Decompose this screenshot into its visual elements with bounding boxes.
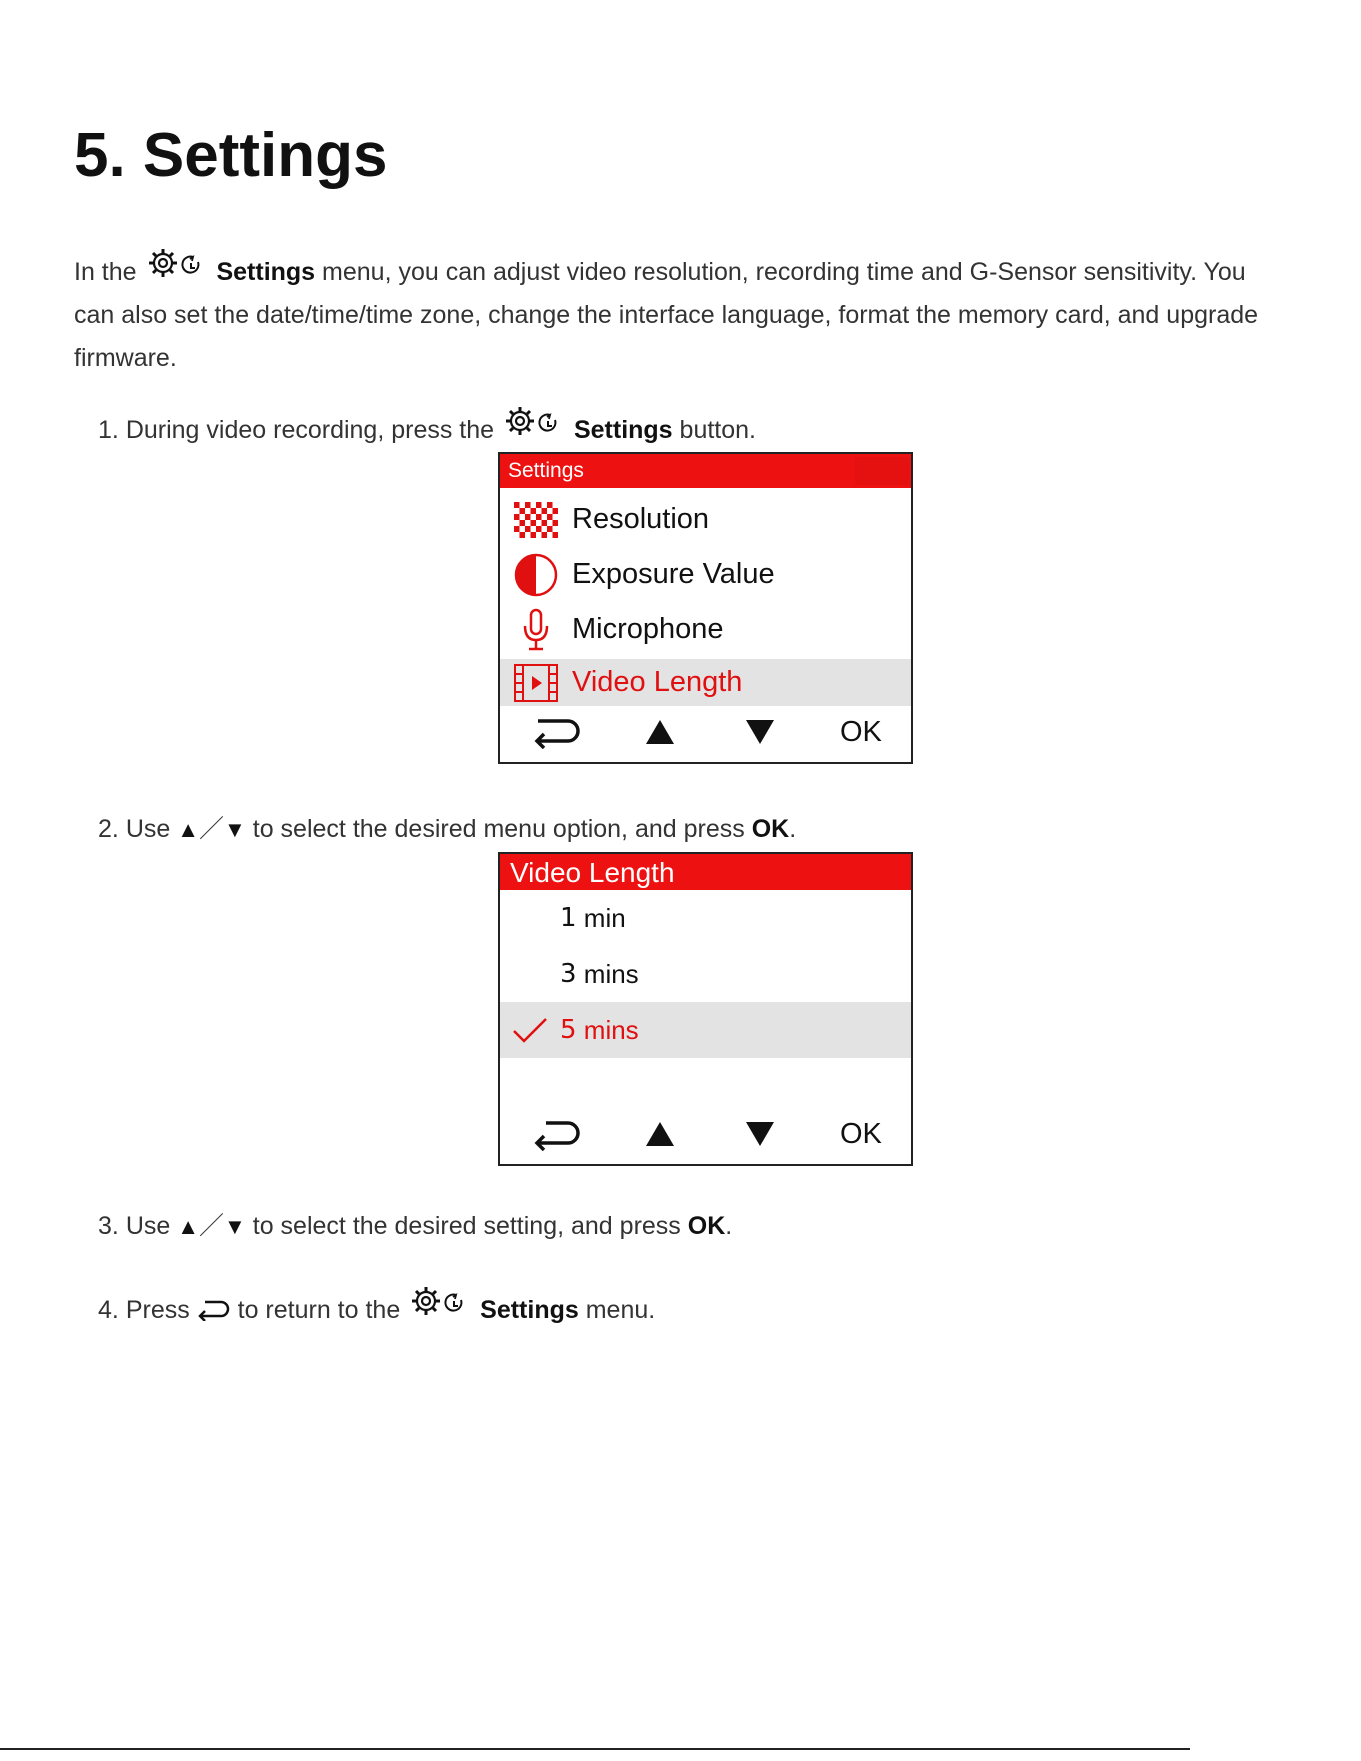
step-number: 2.	[98, 815, 119, 843]
checkerboard-icon	[514, 498, 564, 542]
step-text: to return to the	[237, 1296, 401, 1324]
slash: ／	[199, 1212, 225, 1240]
up-arrow-icon[interactable]	[644, 718, 676, 746]
screen-header	[500, 454, 911, 488]
option-unit: mins	[583, 1014, 639, 1045]
video-length-screen	[498, 852, 913, 1166]
softkey-bar	[500, 1104, 911, 1164]
step-text: to select the desired setting, and press	[252, 1212, 681, 1240]
step-text: Use	[125, 815, 171, 843]
ok-button[interactable]: OK	[840, 715, 882, 748]
menu-item-resolution[interactable]	[500, 492, 911, 547]
settings-menu-screen	[498, 452, 913, 764]
step-2	[98, 809, 796, 845]
exposure-icon	[514, 553, 564, 597]
menu-item-label: Microphone	[572, 613, 724, 645]
step-text: Press	[125, 1296, 190, 1324]
step-text: During video recording, press the	[125, 416, 495, 444]
page-title: 5. Settings	[74, 121, 388, 190]
down-arrow-icon: ▼	[224, 817, 246, 842]
menu-item-exposure-value[interactable]	[500, 547, 911, 602]
step-number: 4.	[98, 1296, 119, 1324]
slash: ／	[199, 815, 225, 843]
page-footer-rule	[0, 1748, 1190, 1750]
step-text: menu.	[585, 1296, 656, 1324]
option-unit: mins	[583, 958, 639, 989]
intro-prefix: In the	[74, 258, 137, 286]
settings-gear-icon	[501, 404, 567, 444]
step-text: Use	[125, 1212, 171, 1240]
step-3	[98, 1206, 732, 1242]
menu-item-microphone[interactable]	[500, 602, 911, 657]
intro-bold-settings: Settings	[216, 258, 316, 286]
step-bold: OK	[751, 815, 790, 843]
step-text: .	[725, 1212, 733, 1240]
step-bold: Settings	[573, 416, 673, 444]
up-arrow-icon: ▲	[177, 1214, 200, 1239]
back-icon[interactable]	[534, 715, 582, 749]
down-arrow-icon[interactable]	[744, 1120, 776, 1148]
intro-suffix: menu, you can adjust video resolution, recording time and G-Sensor sensitivity. You can also set the date/time/time zone, change the interface language, format the memory card, and upgrade firmware.	[74, 258, 1259, 372]
step-bold: OK	[687, 1212, 726, 1240]
screen-header	[500, 854, 911, 890]
menu-item-video-length[interactable]	[500, 659, 911, 706]
step-text: .	[789, 815, 797, 843]
option-number: 3	[560, 959, 577, 989]
step-number: 3.	[98, 1212, 119, 1240]
checkmark-icon	[500, 1010, 560, 1050]
screen-title: Settings	[508, 459, 584, 482]
down-arrow-icon: ▼	[224, 1214, 246, 1239]
header-corner	[855, 457, 909, 485]
step-4	[98, 1284, 655, 1325]
menu-item-label: Video Length	[572, 666, 743, 698]
down-arrow-icon[interactable]	[744, 718, 776, 746]
softkey-bar	[500, 702, 911, 762]
option-unit: min	[583, 902, 626, 933]
settings-gear-icon	[144, 246, 210, 286]
option-number: 5	[560, 1015, 577, 1045]
step-text: to select the desired menu option, and press	[252, 815, 745, 843]
option-1-min[interactable]	[500, 890, 911, 946]
back-icon	[197, 1299, 231, 1321]
screen-title: Video Length	[510, 857, 675, 888]
step-text: button.	[679, 416, 756, 444]
option-number: 1	[560, 903, 577, 933]
menu-item-label: Resolution	[572, 503, 710, 535]
microphone-icon	[514, 608, 564, 652]
film-icon	[514, 661, 564, 705]
option-3-mins[interactable]	[500, 946, 911, 1002]
menu-item-label: Exposure Value	[572, 558, 775, 590]
ok-button[interactable]: OK	[840, 1117, 882, 1150]
up-arrow-icon[interactable]	[644, 1120, 676, 1148]
up-arrow-icon: ▲	[177, 817, 200, 842]
option-5-mins[interactable]	[500, 1002, 911, 1058]
settings-gear-icon	[407, 1284, 473, 1324]
step-1	[98, 404, 756, 445]
back-icon[interactable]	[534, 1117, 582, 1151]
step-bold: Settings	[480, 1296, 579, 1324]
step-number: 1.	[98, 416, 119, 444]
intro-paragraph	[74, 246, 1284, 380]
